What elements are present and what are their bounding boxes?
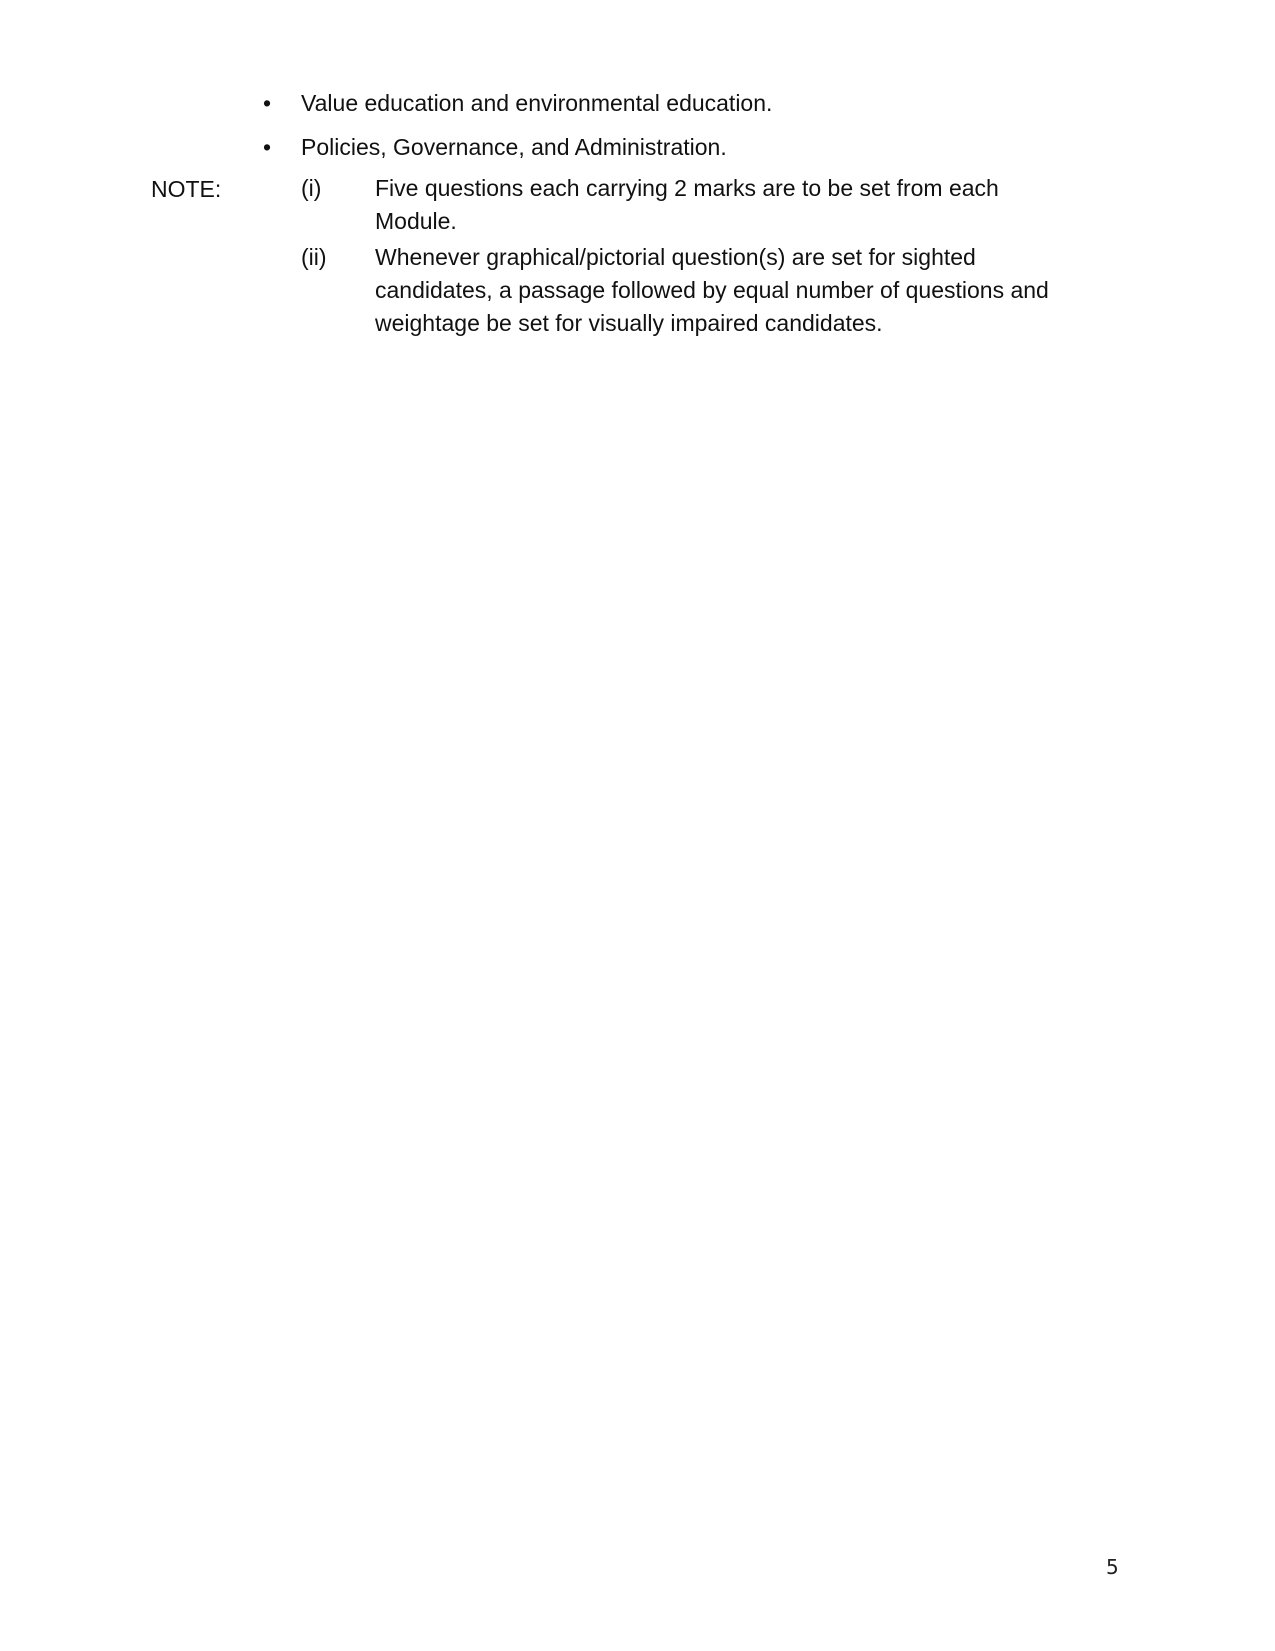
bullet-icon: •	[262, 90, 272, 116]
note-item-line: candidates, a passage followed by equal number of questions and	[375, 277, 1049, 303]
note-item-line: Module.	[375, 208, 457, 234]
bullet-text: Value education and environmental education.	[301, 90, 773, 116]
note-item-line: Five questions each carrying 2 marks are to be set from each	[375, 175, 999, 201]
note-item-line: weightage be set for visually impaired candidates.	[375, 310, 883, 336]
note-item-text	[375, 241, 1115, 340]
note-label: NOTE:	[151, 176, 222, 202]
page-number: 5	[1106, 1555, 1119, 1579]
note-item-line: Whenever graphical/pictorial question(s) are set for sighted	[375, 244, 976, 270]
bullet-item	[0, 86, 1275, 120]
bullet-item	[0, 130, 1275, 164]
bullet-icon: •	[262, 134, 272, 160]
bullet-text: Policies, Governance, and Administration.	[301, 134, 727, 160]
note-item-marker: (i)	[301, 175, 322, 201]
note-item-marker: (ii)	[301, 244, 327, 270]
note-item-text	[375, 172, 1115, 238]
